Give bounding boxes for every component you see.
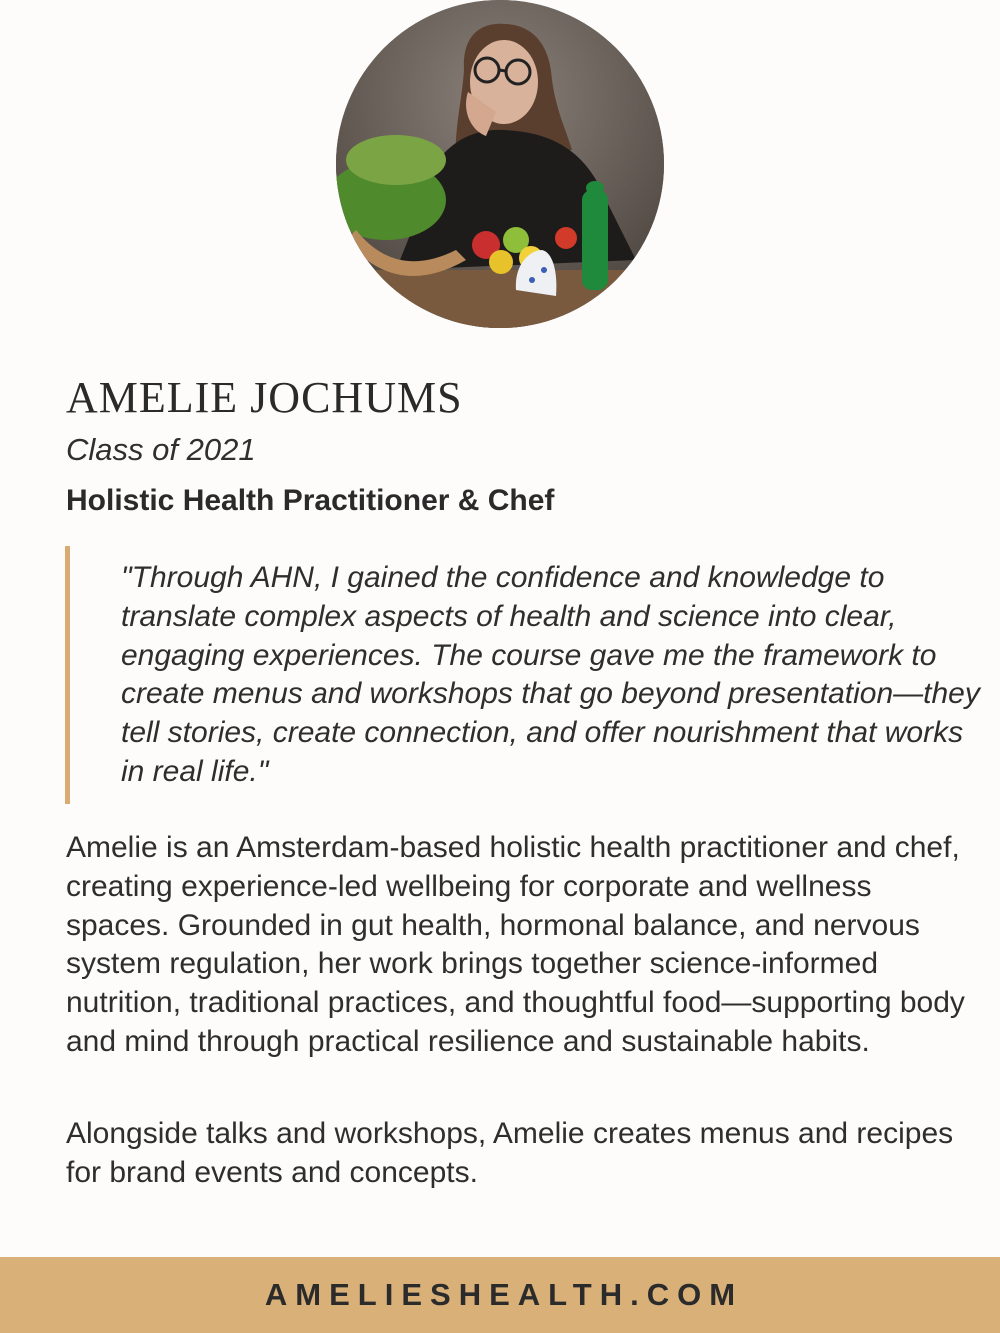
portrait-photo-icon [336, 0, 664, 328]
profile-role: Holistic Health Practitioner & Chef [66, 484, 555, 517]
website-link[interactable]: AMELIESHEALTH.COM [264, 1277, 744, 1312]
testimonial-quote: "Through AHN, I gained the confidence and knowledge to translate complex aspects of health and science into clear, engaging experiences. The course gave me the framework to create menus and workshops that go beyond presentation—they tell stories, create connection, and offer nourishment that works in real life." [121, 561, 980, 788]
footer-banner [0, 1257, 1000, 1333]
quote-accent-bar [65, 546, 70, 804]
bio-paragraph: Alongside talks and workshops, Amelie creates menus and recipes for brand events and concepts. [66, 1117, 954, 1189]
profile-name: AMELIE JOCHUMS [66, 373, 463, 422]
bio-paragraph: Amelie is an Amsterdam-based holistic health practitioner and chef, creating experience-led wellbeing for corporate and wellness spaces. Grounded in gut health, hormonal balance, and nervous system regulation, her work brings together science-informed nutrition, traditional practices, and thoughtful food—supporting body and mind through practical resilience and sustainable habits. [66, 831, 965, 1058]
class-year: Class of 2021 [66, 432, 256, 467]
profile-photo [336, 0, 664, 328]
